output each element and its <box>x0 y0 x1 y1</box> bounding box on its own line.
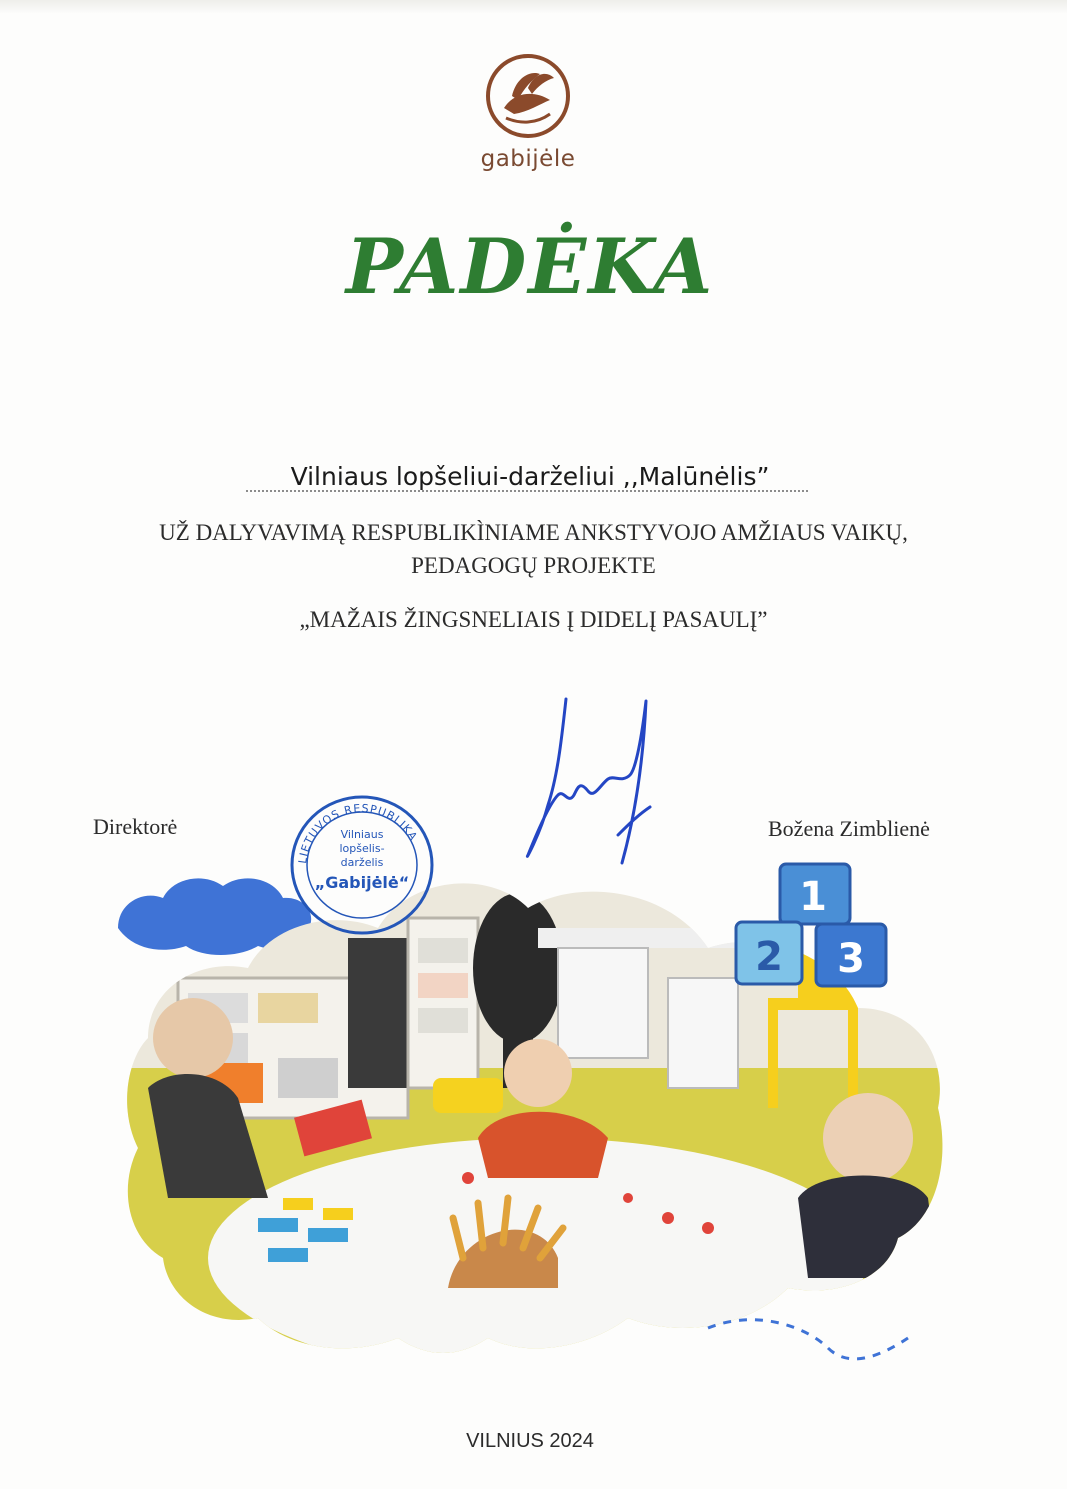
project-name: „MAŽAIS ŽINGSNELIAIS Į DIDELĮ PASAULĮ” <box>299 607 768 632</box>
footer-city-year: VILNIUS 2024 <box>466 1430 594 1452</box>
page-title: PADĖKA <box>345 222 715 311</box>
svg-text:darželis: darželis <box>340 856 384 869</box>
gabijele-logo-icon <box>484 52 572 140</box>
svg-text:„Gabijėlė“: „Gabijėlė“ <box>314 873 410 892</box>
logo-text: gabijėle <box>480 146 576 172</box>
block-3: 3 <box>837 936 865 982</box>
block-2: 2 <box>755 934 783 980</box>
signatory-name: Božena Zimblienė <box>768 816 930 841</box>
official-stamp <box>282 790 442 940</box>
block-1: 1 <box>799 874 827 920</box>
body-line-1: UŽ DALYVAVIMĄ RESPUBLIKÌNIAME ANKSTYVOJO AMŽIAUS VAIKŲ, <box>159 520 908 545</box>
svg-text:Vilniaus: Vilniaus <box>340 828 384 841</box>
recipient-name: Vilniaus lopšeliui-darželiui ,,Malūnėlis” <box>290 462 770 491</box>
svg-text:LIETUVOS RESPUBLIKA: LIETUVOS RESPUBLIKA <box>296 801 421 865</box>
recipient-dotted-line <box>246 490 808 492</box>
scan-edge <box>0 0 1067 14</box>
signatory-role: Direktorė <box>93 814 178 839</box>
body-line-2: PEDAGOGŲ PROJEKTE <box>411 553 656 578</box>
director-signature <box>518 695 668 870</box>
svg-text:lopšelis-: lopšelis- <box>339 842 385 855</box>
classroom-illustration <box>108 858 950 1403</box>
